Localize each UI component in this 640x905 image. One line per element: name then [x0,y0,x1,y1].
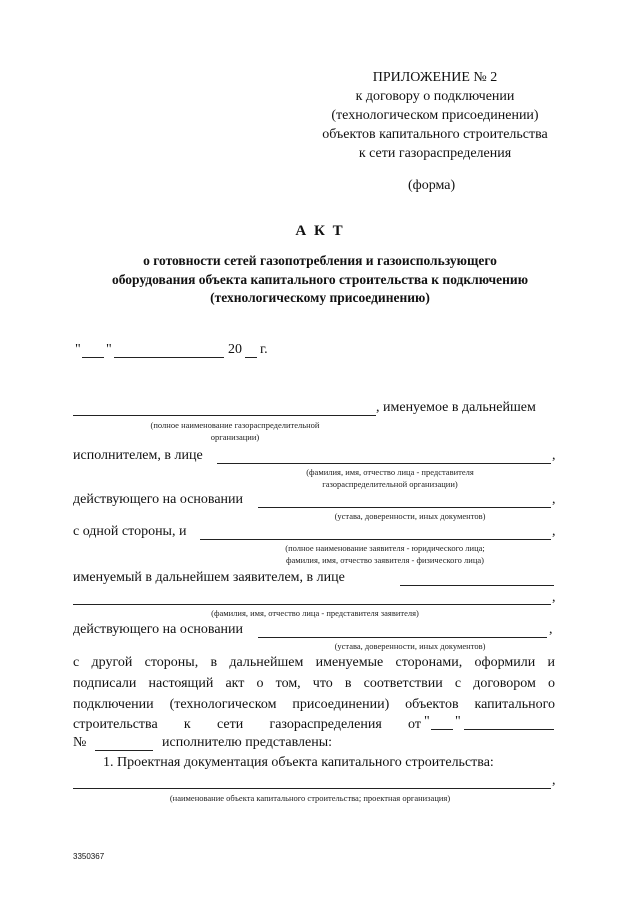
act-subtitle-line-3: (технологическому присоединению) [210,290,430,305]
date-quote-close: " [106,342,112,357]
document-id: 3350367 [73,852,105,861]
date-year-prefix: 20 [228,342,242,357]
appendix-line-2: (технологическом присоединении) [331,108,539,123]
acting-basis-text-1: действующего на основании [73,492,244,507]
date-year-suffix: г. [260,342,268,357]
contract-number-blank[interactable] [95,750,153,751]
comma: , [552,448,556,463]
comma: , [552,524,556,539]
date-month-blank[interactable] [114,357,224,358]
appendix-line-1: к договору о подключении [355,89,515,104]
caption-applicant-line-1: (полное наименование заявителя - юридического лица; [285,543,485,553]
form-label: (форма) [408,178,456,193]
paragraph-line-4: строительства к сети газораспределения от [73,717,421,732]
comma: , [552,492,556,507]
paragraph-line-3: подключении (технологическом присоединении) объектов капитального [73,697,555,712]
date-quote-open: " [75,342,81,357]
applicant-basis-blank[interactable] [258,637,547,638]
caption-gas-org-line-2: организации) [210,432,260,442]
applicant-name-blank[interactable] [200,539,551,540]
date-day-blank[interactable] [82,357,104,358]
caption-executor-rep-line-2: газораспределительной организации) [322,479,458,489]
presented-text: исполнителю представлены: [162,735,333,750]
appendix-header [260,68,610,163]
caption-applicant [240,542,530,566]
comma: , [552,773,556,788]
number-sign: № [73,735,87,750]
named-further-text: , именуемое в дальнейшем [376,400,536,415]
paragraph-line-1: с другой стороны, в дальнейшем именуемые сторонами, оформили и [73,655,555,670]
appendix-line-3: объектов капитального строительства [322,127,548,142]
paragraph-line-2: подписали настоящий акт о том, что в соответствии с договором о [73,676,555,691]
caption-gas-org-line-1: (полное наименование газораспределительной [150,420,320,430]
object-name-blank[interactable] [73,788,551,789]
acting-basis-text-2: действующего на основании [73,622,244,637]
act-subtitle [40,252,600,308]
appendix-line-4: к сети газораспределения [358,146,512,161]
caption-applicant-line-2: фамилия, имя, отчество заявителя - физического лица) [285,555,485,565]
act-title: А К Т [295,223,345,239]
contract-date-quote-close: " [455,714,461,729]
applicant-rep-blank-2[interactable] [73,604,551,605]
caption-executor-rep [270,466,510,490]
contract-date-quote-open: " [424,714,430,729]
act-subtitle-line-1: о готовности сетей газопотребления и газоиспользующего [143,253,497,268]
executor-basis-blank[interactable] [258,507,551,508]
applicant-rep-blank-1[interactable] [400,585,554,586]
executor-in-person-text: исполнителем, в лице [73,448,203,463]
applicant-named-text: именуемый в дальнейшем заявителем, в лице [73,570,345,585]
caption-executor-basis: (устава, доверенности, иных документов) [334,511,486,521]
comma: , [549,622,553,637]
caption-object: (наименование объекта капитального строительства; проектная организация) [169,793,451,803]
appendix-heading: ПРИЛОЖЕНИЕ № 2 [372,70,498,85]
contract-day-blank[interactable] [431,729,453,730]
act-subtitle-line-2: оборудования объекта капитального строительства к подключению [111,271,529,287]
one-side-text: с одной стороны, и [73,524,187,539]
date-year-blank[interactable] [245,357,257,358]
caption-applicant-basis: (устава, доверенности, иных документов) [334,641,486,651]
caption-applicant-rep: (фамилия, имя, отчество лица - представителя заявителя) [211,608,419,618]
caption-executor-rep-line-1: (фамилия, имя, отчество лица - представителя [306,467,474,477]
gas-org-name-blank[interactable] [73,415,376,416]
item-1-text: 1. Проектная документация объекта капитального строительства: [103,755,494,770]
contract-month-blank[interactable] [464,729,554,730]
caption-gas-org [120,419,350,443]
comma: , [552,590,556,605]
executor-rep-blank[interactable] [217,463,551,464]
